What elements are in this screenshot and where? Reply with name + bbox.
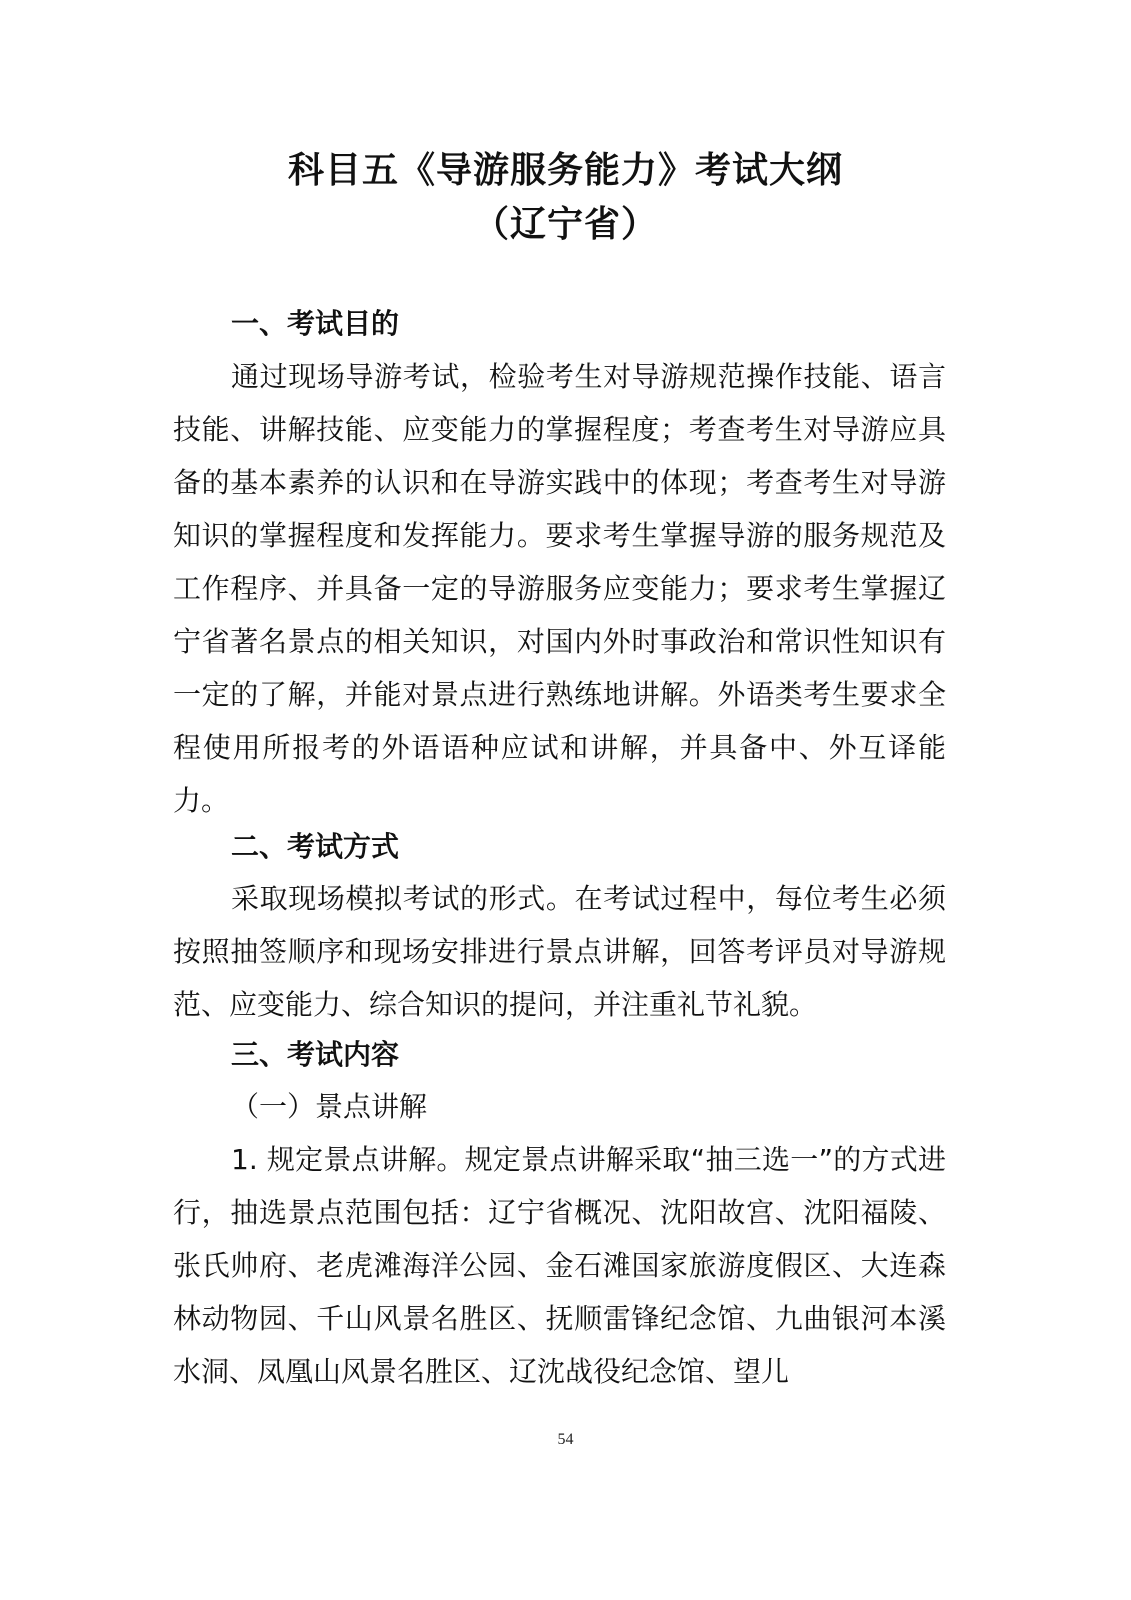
section-subheading-sight-commentary: （一）景点讲解 bbox=[231, 1090, 428, 1123]
section-paragraph-method: 采取现场模拟考试的形式。在考试过程中，每位考生必须按照抽签顺序和现场安排进行景点讲解，回答考评员对导游规范、应变能力、综合知识的提问，并注重礼节礼貌。 bbox=[173, 882, 946, 1021]
section-heading-method: 二、考试方式 bbox=[231, 830, 400, 863]
document-title: 科目五《导游服务能力》考试大纲 bbox=[287, 149, 843, 191]
section-paragraph-purpose: 通过现场导游考试，检验考生对导游规范操作技能、语言技能、讲解技能、应变能力的掌握程度；考查考生对导游应具备的基本素养的认识和在导游实践中的体现；考查考生对导游知识的掌握程度和发挥能力。要求考生掌握导游的服务规范及工作程序、并具备一定的导游服务应变能力；要求考生掌握辽宁省著名景点的相关知识，对国内外时事政治和常识性知识有一定的了解，并能对景点进行熟练地讲解。外语类考生要求全程使用所报考的外语语种应试和讲解，并具备中、外互译能力。 bbox=[173, 360, 946, 817]
section-heading-purpose: 一、考试目的 bbox=[231, 307, 400, 340]
section-paragraph-sights: 1. 规定景点讲解。规定景点讲解采取“抽三选一”的方式进行，抽选景点范围包括：辽宁省概况、沈阳故宫、沈阳福陵、张氏帅府、老虎滩海洋公园、金石滩国家旅游度假区、大连森林动物园、千山风景名胜区、抚顺雷锋纪念馆、九曲银河本溪水洞、凤凰山风景名胜区、辽沈战役纪念馆、望儿 bbox=[173, 1143, 946, 1388]
page-number: 54 bbox=[557, 1431, 574, 1448]
document-subtitle: （辽宁省） bbox=[472, 203, 658, 245]
section-heading-content: 三、考试内容 bbox=[231, 1038, 400, 1071]
